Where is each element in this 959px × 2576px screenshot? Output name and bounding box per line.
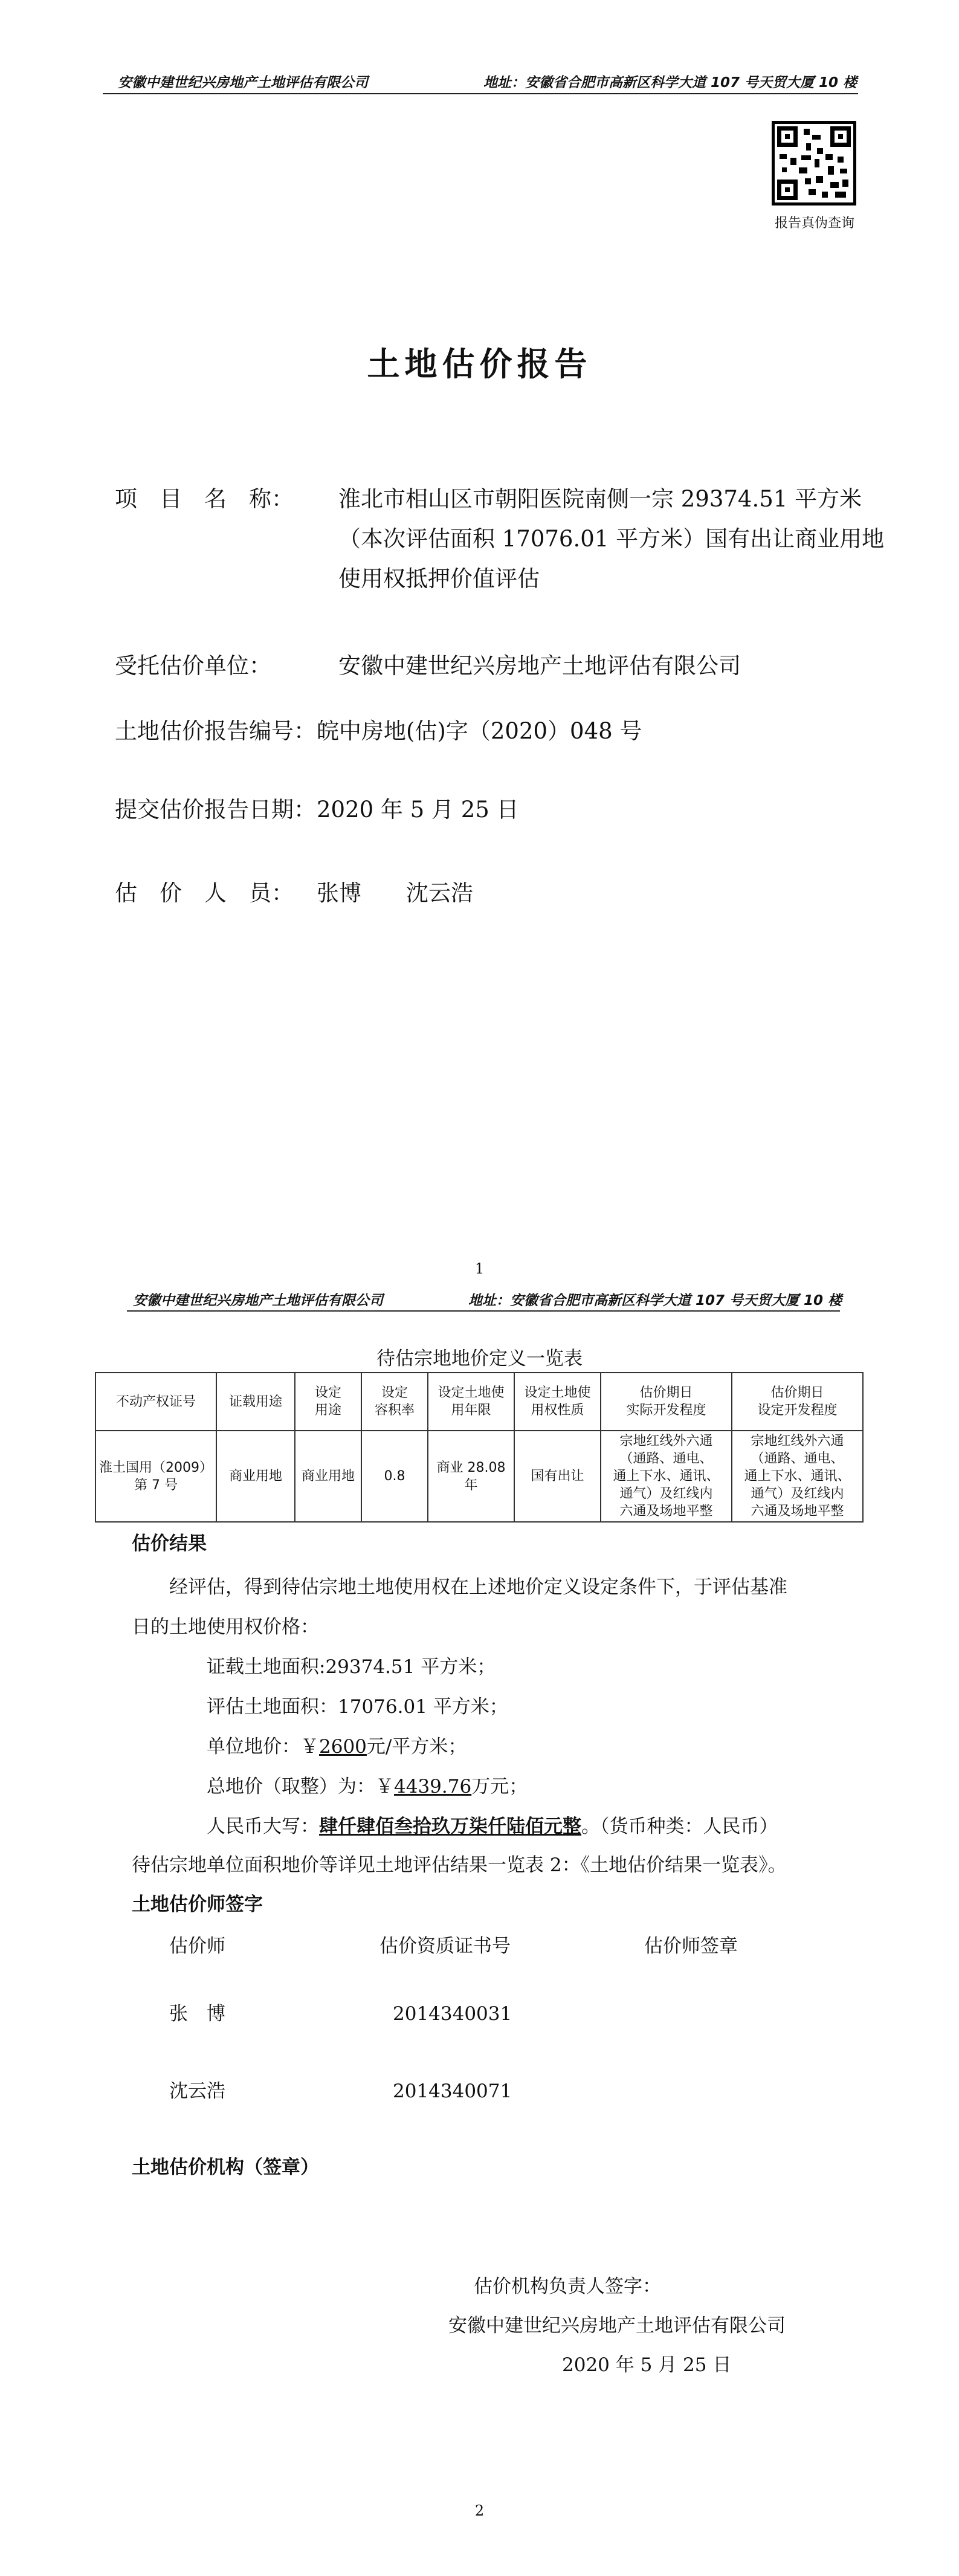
report-title: 土地估价报告 (367, 345, 592, 383)
unit-price-line: 单位地价：￥2600元/平方米； (207, 1736, 467, 1758)
appraiser-1-cert: 2014340031 (393, 2003, 512, 2025)
cell-cert-no: 淮土国用（2009） 第 7 号 (95, 1431, 216, 1522)
cell-plot-ratio: 0.8 (361, 1431, 428, 1522)
col-header-actual-dev: 估价期日 实际开发程度 (601, 1373, 732, 1431)
appraiser-2-name: 沈云浩 (169, 2080, 225, 2102)
table-header-row (95, 1373, 863, 1431)
appraiser-2-cert: 2014340071 (393, 2080, 512, 2102)
cell-set-dev: 宗地红线外六通 （通路、通电、 通上下水、通讯、 通气）及红线内 六通及场地平整 (732, 1431, 863, 1522)
table-title: 待估宗地地价定义一览表 (376, 1348, 583, 1370)
sign-col-cert-no: 估价资质证书号 (379, 1935, 511, 1957)
project-name-line-2: （本次评估面积 17076.01 平方米）国有出让商业用地 (338, 526, 885, 552)
appraiser-signature-heading: 土地估价师签字 (132, 1894, 263, 1915)
col-header-cert-no: 不动产权证号 (95, 1373, 216, 1431)
total-price-line: 总地价（取整）为：￥4439.76万元； (207, 1776, 528, 1798)
cell-set-use: 商业用地 (295, 1431, 361, 1522)
cell-use-term: 商业 28.08 年 (428, 1431, 514, 1522)
project-name-label: 项 目 名 称： (115, 486, 294, 512)
page2-header-company: 安徽中建世纪兴房地产土地评估有限公司 (133, 1293, 383, 1309)
qr-code[interactable] (772, 121, 856, 205)
rmb-amount-line: 人民币大写：肆仟肆佰叁拾玖万柒仟陆佰元整。（货币种类：人民币） (207, 1816, 778, 1837)
agency-date: 2020 年 5 月 25 日 (562, 2354, 732, 2376)
project-name-line-1: 淮北市相山区市朝阳医院南侧一宗 29374.51 平方米 (338, 486, 862, 512)
page2-header-address: 地址：安徽省合肥市高新区科学大道 107 号天贸大厦 10 楼 (468, 1293, 842, 1309)
page1-header-address: 地址：安徽省合肥市高新区科学大道 107 号天贸大厦 10 楼 (483, 75, 857, 91)
project-name-line-3: 使用权抵押价值评估 (338, 566, 540, 592)
appraiser-label: 估 价 人 员： (115, 880, 294, 906)
total-price-value: 4439.76 (394, 1776, 472, 1798)
page2-header-rule (127, 1310, 840, 1312)
col-header-right-nature: 设定土地使 用权性质 (514, 1373, 601, 1431)
report-number-label: 土地估价报告编号： (115, 718, 316, 744)
qr-caption: 报告真伪查询 (774, 216, 854, 231)
cell-actual-dev: 宗地红线外六通 （通路、通电、 通上下水、通讯、 通气）及红线内 六通及场地平整 (601, 1431, 732, 1522)
certified-area: 证载土地面积:29374.51 平方米； (207, 1656, 496, 1678)
page1-header-rule (103, 93, 858, 94)
table-row (95, 1431, 863, 1522)
report-number-value: 皖中房地(估)字（2020）048 号 (317, 718, 642, 744)
page1-header-company: 安徽中建世纪兴房地产土地评估有限公司 (118, 75, 368, 91)
evaluated-area: 评估土地面积：17076.01 平方米； (207, 1696, 508, 1718)
submit-date-label: 提交估价报告日期： (115, 797, 316, 823)
page1-number: 1 (474, 1260, 485, 1277)
unit-price-value: 2600 (319, 1736, 367, 1758)
agency-head-signature-label: 估价机构负责人签字： (474, 2276, 661, 2297)
page2-number: 2 (474, 2502, 485, 2519)
result-para-line-1: 经评估，得到待估宗地土地使用权在上述地价定义设定条件下，于评估基准 (169, 1576, 787, 1598)
col-header-use-term: 设定土地使 用年限 (428, 1373, 514, 1431)
col-header-cert-use: 证载用途 (216, 1373, 295, 1431)
appraiser-1-name: 张 博 (169, 2003, 225, 2025)
detail-note: 待估宗地单位面积地价等详见土地评估结果一览表 2：《土地估价结果一览表》。 (132, 1854, 787, 1876)
col-header-plot-ratio: 设定 容积率 (361, 1373, 428, 1431)
sign-col-seal: 估价师签章 (644, 1935, 738, 1957)
client-label: 受托估价单位： (115, 653, 271, 679)
col-header-set-dev: 估价期日 设定开发程度 (732, 1373, 863, 1431)
agency-name: 安徽中建世纪兴房地产土地评估有限公司 (448, 2315, 786, 2337)
appraiser-value: 张博 沈云浩 (317, 880, 473, 906)
cell-cert-use: 商业用地 (216, 1431, 295, 1522)
result-para-line-2: 日的土地使用权价格： (132, 1616, 319, 1638)
result-heading: 估价结果 (132, 1533, 207, 1555)
submit-date-value: 2020 年 5 月 25 日 (317, 797, 519, 823)
client-value: 安徽中建世纪兴房地产土地评估有限公司 (338, 653, 741, 679)
sign-col-appraiser: 估价师 (169, 1935, 225, 1957)
rmb-amount-value: 肆仟肆佰叁拾玖万柒仟陆佰元整 (319, 1816, 581, 1837)
land-price-definition-table (95, 1372, 864, 1523)
col-header-set-use: 设定 用途 (295, 1373, 361, 1431)
agency-seal-heading: 土地估价机构（签章） (132, 2157, 319, 2178)
cell-right-nature: 国有出让 (514, 1431, 601, 1522)
